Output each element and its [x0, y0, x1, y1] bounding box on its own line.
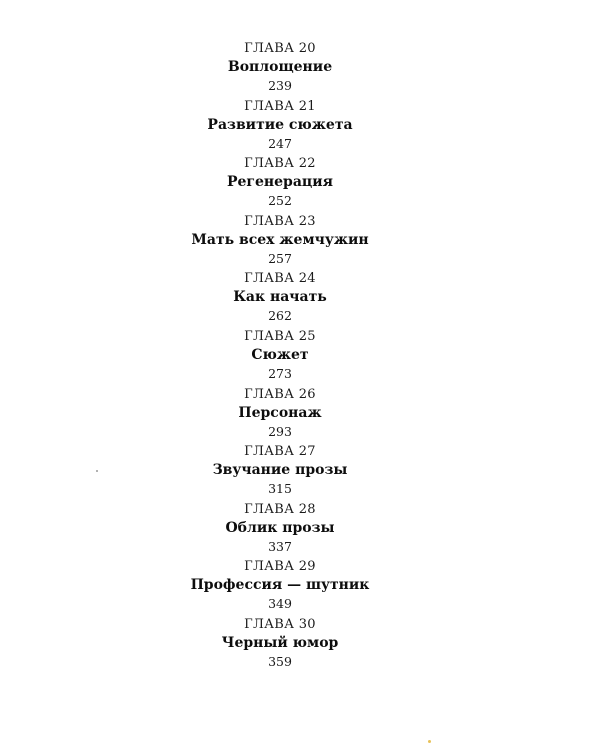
chapter-title: Звучание прозы — [212, 462, 348, 479]
scan-speck — [96, 470, 98, 472]
chapter-page-number: 359 — [268, 653, 292, 669]
chapter-title: Регенерация — [226, 174, 333, 191]
toc-entry-chapter-24 — [0, 270, 560, 328]
toc-entry-chapter-26 — [0, 386, 560, 444]
chapter-label: ГЛАВА 27 — [244, 444, 316, 460]
chapter-label: ГЛАВА 26 — [244, 386, 316, 402]
chapter-page-number: 262 — [268, 308, 292, 324]
chapter-title: Персонаж — [238, 404, 322, 421]
chapter-page-number: 315 — [268, 481, 292, 497]
chapter-page-number: 273 — [268, 365, 292, 381]
toc-entry-chapter-28 — [0, 501, 560, 559]
chapter-title: Облик прозы — [225, 519, 335, 536]
toc-entry-chapter-27 — [0, 443, 560, 501]
chapter-page-number: 337 — [268, 538, 292, 554]
chapter-label: ГЛАВА 24 — [244, 271, 316, 287]
chapter-title: Воплощение — [227, 59, 333, 75]
toc-entry-chapter-30 — [0, 616, 560, 674]
scan-speck — [428, 740, 431, 743]
chapter-label: ГЛАВА 21 — [244, 98, 316, 114]
chapter-page-number: 247 — [268, 135, 292, 151]
toc-entry-chapter-25 — [0, 328, 560, 386]
toc-entry-chapter-29 — [0, 558, 560, 616]
toc-entry-chapter-20 — [0, 40, 560, 98]
chapter-page-number: 293 — [268, 423, 292, 439]
chapter-title: Развитие сюжета — [207, 116, 353, 133]
chapter-label: ГЛАВА 28 — [244, 501, 316, 517]
chapter-label: ГЛАВА 25 — [244, 328, 316, 344]
toc-entry-chapter-22 — [0, 155, 560, 213]
chapter-title: Мать всех жемчужин — [191, 231, 369, 248]
chapter-label: ГЛАВА 20 — [244, 41, 316, 56]
chapter-title: Черный юмор — [221, 634, 339, 651]
chapter-title: Профессия — шутник — [190, 577, 370, 594]
chapter-label: ГЛАВА 22 — [244, 156, 316, 172]
chapter-label: ГЛАВА 30 — [244, 616, 316, 632]
chapter-page-number: 349 — [268, 596, 292, 612]
toc-entry-chapter-21 — [0, 98, 560, 156]
table-of-contents — [0, 40, 560, 674]
chapter-label: ГЛАВА 29 — [244, 559, 316, 575]
toc-entry-chapter-23 — [0, 213, 560, 271]
chapter-label: ГЛАВА 23 — [244, 213, 316, 229]
chapter-title: Как начать — [233, 289, 327, 306]
chapter-page-number: 257 — [268, 250, 292, 266]
chapter-page-number: 239 — [268, 78, 292, 93]
chapter-page-number: 252 — [268, 193, 292, 209]
chapter-title: Сюжет — [251, 346, 309, 363]
